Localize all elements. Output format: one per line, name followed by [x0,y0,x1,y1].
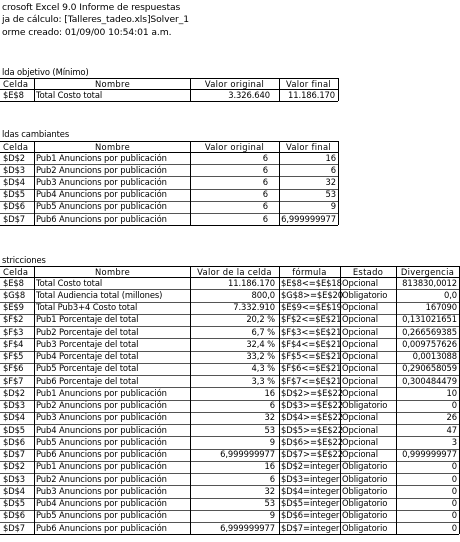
constraint-header-cell: Celda [3,266,29,277]
changing-row-formula: 32 [325,176,336,187]
constraint-row-status: Opcional [342,436,378,447]
constraint-row-name: Pub4 Anuncions por publicación [36,424,167,435]
constraint-row-cell: $D$5 [3,424,26,435]
constraint-row-slack: 10 [446,387,457,398]
constraint-row-status: Opcional [342,351,378,361]
constraint-row-formula: $D$2=integer [281,461,340,472]
objective-row-value: 3.326.640 [228,89,270,100]
constraint-row-slack: 3 [451,436,457,447]
constraint-row-cell: $E$9 [3,302,24,312]
constraint-row-cell: $G$8 [3,289,26,300]
constraint-row-cell: $D$2 [3,461,26,472]
constraint-row-cell: $F$5 [3,351,24,361]
constraint-row-value: 32,4 % [246,338,275,349]
constraint-row-name: Pub4 Porcentaje del total [36,351,139,361]
constraint-row-cell: $D$7 [3,449,26,459]
constraint-row-name: Pub6 Anuncions por publicación [36,522,167,533]
constraint-row-value: 6 [269,473,275,484]
constraint-row-slack: 26 [446,412,457,423]
constraint-row-value: 16 [264,461,275,472]
constraint-row-status: Opcional [342,449,378,459]
constraint-row-cell: $D$2 [3,387,26,398]
constraint-row-cell: $F$2 [3,314,24,325]
constraint-row-formula: $G$8>=$E$20 [281,289,344,300]
constraint-row-formula: $E$8<=$E$18 [281,277,342,288]
constraint-row-status: Obligatorio [342,522,388,533]
constraint-row-status: Opcional [342,412,378,423]
constraint-row-formula: $D$7=integer [281,522,340,533]
constraint-row-cell: $F$3 [3,326,24,337]
changing-row-value: 6 [262,201,268,212]
constraint-row-slack: 0,0013088 [412,351,457,361]
constraint-row-slack: 0,009757626 [402,338,457,349]
constraint-row-status: Opcional [342,277,378,288]
constraint-row-name: Total Pub3+4 Costo total [36,302,138,312]
constraint-column-rule [190,266,191,534]
constraint-row-slack: 0,290658059 [402,363,457,374]
constraint-row-value: 53 [264,424,275,435]
changing-row-cell: $D$4 [3,176,26,187]
constraint-row-value: 6,7 % [251,326,275,337]
changing-row-name: Pub5 Anuncions por publicación [36,201,167,212]
constraint-row-name: Pub1 Anuncions por publicación [36,387,167,398]
constraint-row-cell: $F$7 [3,375,24,386]
changing-column-rule [190,141,191,225]
changing-row-value: 6 [262,213,268,224]
constraint-row-name: Pub3 Anuncions por publicación [36,485,167,496]
report-title: crosoft Excel 9.0 Informe de respuestas [2,2,181,13]
changing-row-name: Pub1 Anuncions por publicación [36,152,167,163]
constraint-row-slack: 0,300484479 [402,375,457,386]
constraint-header-name: Nombre [94,266,131,277]
constraint-row-status: Opcional [342,326,378,337]
constraint-row-formula: $F$5<=$E$21 [281,351,342,361]
constraint-row-value: 32 [264,485,275,496]
constraint-header-status: Estado [352,266,384,277]
constraint-row-cell: $D$5 [3,498,26,508]
constraint-column-rule [34,266,35,534]
objective-header-formula: Valor final [285,78,332,89]
changing-row-cell: $D$5 [3,189,26,200]
constraint-row-slack: 0 [451,485,457,496]
constraint-row-value: 20,2 % [246,314,275,325]
constraint-row-formula: $F$2<=$E$21 [281,314,342,325]
constraint-row-cell: $D$3 [3,400,26,410]
constraint-row-formula: $D$3>=$E$22 [281,400,343,410]
report-worksheet: ja de cálculo: [Talleres_tadeo.xls]Solver_1 [2,14,189,25]
constraint-row-slack: 167090 [425,302,457,312]
constraint-row-value: 9 [269,510,275,521]
constraint-row-formula: $F$3<=$E$21 [281,326,342,337]
constraint-row-formula: $D$4=integer [281,485,340,496]
constraint-row-formula: $F$6<=$E$21 [281,363,342,374]
objective-header-name: Nombre [94,78,131,89]
changing-row-cell: $D$7 [3,213,26,224]
constraint-row-name: Pub3 Porcentaje del total [36,338,139,349]
constraints-section-title: stricciones [2,255,46,265]
constraint-row-status: Opcional [342,424,378,435]
constraint-row-cell: $D$6 [3,436,26,447]
constraint-row-status: Opcional [342,314,378,325]
constraint-row-name: Total Costo total [36,277,103,288]
constraint-row-value: 6,999999977 [220,449,275,459]
objective-column-rule [338,78,339,101]
constraint-row-status: Obligatorio [342,510,388,521]
constraint-row-cell: $E$8 [3,277,24,288]
objective-row-name: Total Costo total [36,89,103,100]
constraint-row-value: 4,3 % [251,363,275,374]
changing-row-name: Pub4 Anuncions por publicación [36,189,167,200]
changing-row-value: 6 [262,176,268,187]
constraint-row-status: Opcional [342,387,378,398]
constraint-row-slack: 47 [446,424,457,435]
changing-row-value: 6 [262,189,268,200]
constraint-row-name: Pub1 Anuncions por publicación [36,461,167,472]
objective-row-formula: 11.186.170 [288,89,335,100]
constraint-row-value: 6,999999977 [220,522,275,533]
constraint-header-value: Valor de la celda [197,266,272,277]
changing-row-formula: 6,999999977 [281,213,336,224]
constraint-row-status: Opcional [342,338,378,349]
constraint-row-value: 7.332.910 [233,302,275,312]
constraint-row-slack: 0 [451,461,457,472]
constraint-row-value: 32 [264,412,275,423]
constraint-row-value: 3,3 % [251,375,275,386]
constraint-row-cell: $D$4 [3,412,26,423]
constraint-row-value: 16 [264,387,275,398]
changing-section-title: ldas cambiantes [2,129,70,139]
constraint-row-status: Obligatorio [342,461,388,472]
constraint-row-formula: $D$6=integer [281,510,340,521]
constraint-row-slack: 0 [451,400,457,410]
constraint-row-status: Obligatorio [342,473,388,484]
changing-header-value: Valor original [204,141,265,152]
report-created: orme creado: 01/09/00 10:54:01 a.m. [2,27,172,38]
objective-column-rule [279,78,280,101]
constraint-row-name: Pub1 Porcentaje del total [36,314,139,325]
changing-column-rule [279,141,280,225]
constraint-row-formula: $D$6>=$E$22 [281,436,343,447]
constraint-row-cell: $F$6 [3,363,24,374]
changing-row-value: 6 [262,164,268,175]
constraint-row-name: Pub5 Anuncions por publicación [36,436,167,447]
constraint-row-value: 800,0 [251,289,275,300]
constraint-row-name: Pub2 Anuncions por publicación [36,473,167,484]
constraint-row-name: Pub3 Anuncions por publicación [36,412,167,423]
changing-row-name: Pub2 Anuncions por publicación [36,164,167,175]
constraint-row-slack: 0,131021651 [402,314,457,325]
constraint-row-cell: $D$4 [3,485,26,496]
constraint-row-slack: 0 [451,510,457,521]
constraint-row-formula: $D$5=integer [281,498,340,508]
constraint-row-status: Obligatorio [342,400,388,410]
constraint-row-formula: $E$9<=$E$19 [281,302,342,312]
constraint-row-value: 33,2 % [246,351,275,361]
changing-row-value: 6 [262,152,268,163]
constraint-row-slack: 0,999999977 [402,449,457,459]
constraint-row-name: Pub2 Porcentaje del total [36,326,139,337]
changing-row-formula: 9 [330,201,336,212]
constraint-row-status: Opcional [342,375,378,386]
constraint-column-rule [396,266,397,534]
constraint-row-value: 11.186.170 [228,277,275,288]
constraint-row-name: Pub4 Anuncions por publicación [36,498,167,508]
objective-header-cell: Celda [3,78,29,89]
constraint-row-name: Pub2 Anuncions por publicación [36,400,167,410]
constraint-row-name: Total Audiencia total (millones) [36,289,163,300]
changing-header-cell: Celda [3,141,29,152]
changing-row-formula: 16 [325,152,336,163]
constraint-row-value: 9 [269,436,275,447]
constraint-row-formula: $D$4>=$E$22 [281,412,343,423]
constraint-row-status: Obligatorio [342,485,388,496]
objective-column-rule [190,78,191,101]
constraint-row-name: Pub5 Porcentaje del total [36,363,139,374]
changing-row-name: Pub6 Anuncions por publicación [36,213,167,224]
constraint-row-formula: $D$5>=$E$22 [281,424,343,435]
changing-row-cell: $D$6 [3,201,26,212]
constraint-row-name: Pub6 Porcentaje del total [36,375,139,386]
changing-column-rule [338,141,339,225]
constraint-column-rule [279,266,280,534]
constraint-row-slack: 0,0 [443,289,457,300]
changing-header-name: Nombre [94,141,131,152]
constraint-row-value: 53 [264,498,275,508]
objective-header-value: Valor original [204,78,265,89]
constraint-row-status: Opcional [342,302,378,312]
changing-column-rule [34,141,35,225]
constraint-row-status: Obligatorio [342,498,388,508]
constraint-bottom-rule [0,534,459,535]
changing-row-name: Pub3 Anuncions por publicación [36,176,167,187]
constraint-row-formula: $D$2>=$E$22 [281,387,343,398]
changing-row-formula: 53 [325,189,336,200]
objective-section-title: lda objetivo (Mínimo) [2,67,89,77]
constraint-row-cell: $D$6 [3,510,26,521]
constraint-row-status: Obligatorio [342,289,388,300]
constraint-row-status: Opcional [342,363,378,374]
constraint-header-formula: fórmula [292,266,327,277]
constraint-row-formula: $D$7>=$E$22 [281,449,343,459]
changing-row-formula: 6 [330,164,336,175]
constraint-row-value: 6 [269,400,275,410]
changing-row-cell: $D$3 [3,164,26,175]
constraint-header-slack: Divergencia [400,266,455,277]
constraint-row-formula: $F$4<=$E$21 [281,338,342,349]
constraint-row-slack: 0 [451,522,457,533]
changing-header-formula: Valor final [285,141,332,152]
changing-bottom-rule [0,225,338,226]
constraint-row-cell: $F$4 [3,338,24,349]
constraint-row-name: Pub5 Anuncions por publicación [36,510,167,521]
constraint-column-rule [340,266,341,534]
constraint-row-cell: $D$3 [3,473,26,484]
constraint-row-name: Pub6 Anuncions por publicación [36,449,167,459]
objective-row-cell: $E$8 [3,89,24,100]
constraint-row-slack: 0 [451,498,457,508]
constraint-row-slack: 0,266569385 [402,326,457,337]
objective-bottom-rule [0,101,338,102]
constraint-row-formula: $F$7<=$E$21 [281,375,342,386]
constraint-row-formula: $D$3=integer [281,473,340,484]
constraint-row-slack: 813830,0012 [402,277,457,288]
constraint-row-slack: 0 [451,473,457,484]
objective-column-rule [34,78,35,101]
constraint-row-cell: $D$7 [3,522,26,533]
changing-row-cell: $D$2 [3,152,26,163]
